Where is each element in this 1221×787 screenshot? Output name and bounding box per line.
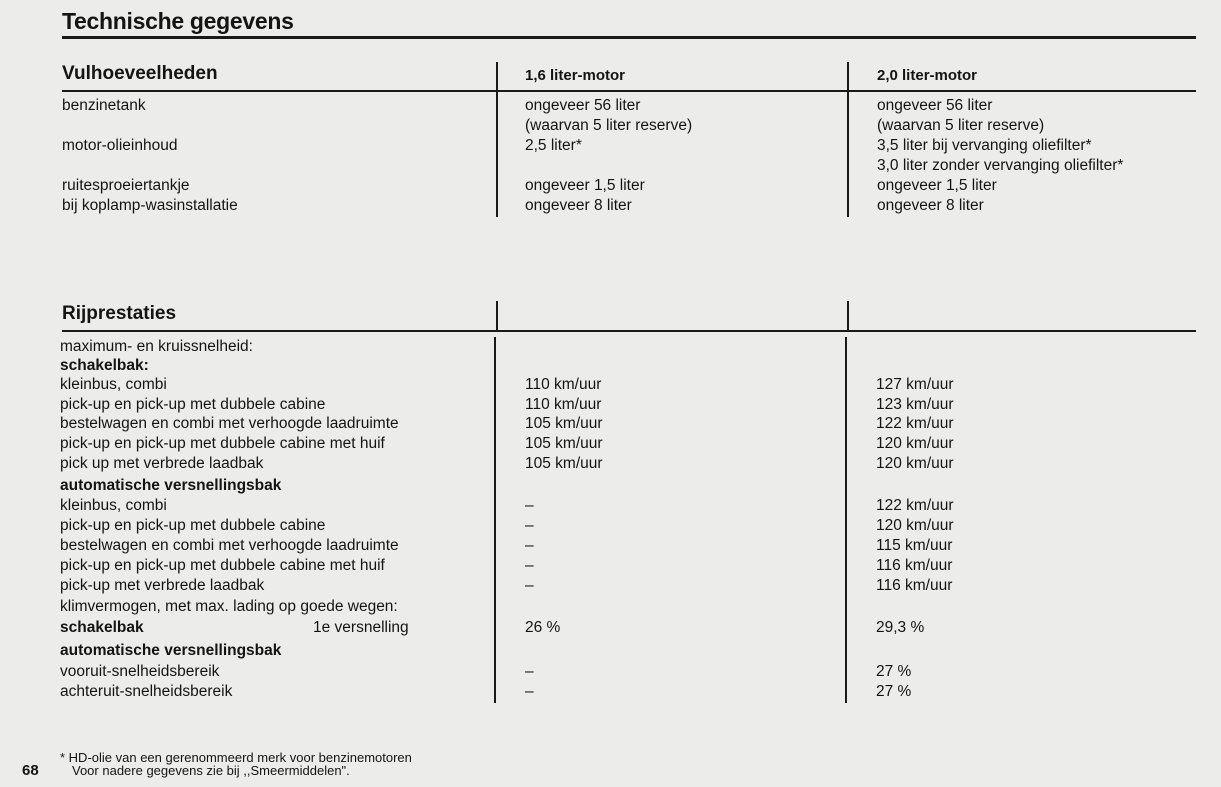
row-label: bij koplamp-wasinstallatie	[62, 197, 238, 214]
row-label: automatische versnellingsbak	[60, 642, 282, 659]
row-value-20: 115 km/uur	[876, 537, 953, 554]
row-label: pick up met verbrede laadbak	[60, 455, 264, 472]
row-label: schakelbak	[60, 619, 144, 636]
row-value-16: –	[525, 663, 534, 680]
row-value-16: 105 km/uur	[525, 435, 603, 452]
column-divider	[845, 337, 847, 703]
row-value-20: 127 km/uur	[876, 376, 954, 393]
row-value-20: 120 km/uur	[876, 455, 954, 472]
column-header-16-liter: 1,6 liter-motor	[525, 67, 626, 84]
row-value-16: 110 km/uur	[525, 376, 602, 393]
row-label: bestelwagen en combi met verhoogde laadruimte	[60, 537, 399, 554]
row-value-20: 116 km/uur	[876, 577, 953, 594]
row-label: pick-up en pick-up met dubbele cabine	[60, 396, 326, 413]
row-sublabel: 1e versnelling	[313, 619, 409, 636]
row-value-20: 27 %	[876, 683, 912, 700]
row-value-16: –	[525, 557, 534, 574]
section-rule-rijprestaties	[62, 330, 1196, 332]
footnote	[60, 751, 412, 777]
row-value-20: ongeveer 1,5 liter	[877, 177, 997, 194]
page-title: Technische gegevens	[62, 8, 294, 34]
row-value-20: ongeveer 8 liter	[877, 197, 984, 214]
row-label: pick-up met verbrede laadbak	[60, 577, 265, 594]
row-value-20: 116 km/uur	[876, 557, 953, 574]
row-value-20: 120 km/uur	[876, 517, 954, 534]
row-label: schakelbak:	[60, 357, 149, 374]
row-value-16: –	[525, 683, 534, 700]
column-divider	[494, 337, 496, 703]
section-title-rijprestaties: Rijprestaties	[62, 303, 177, 324]
row-value-16: ongeveer 1,5 liter	[525, 177, 645, 194]
column-divider	[496, 301, 498, 331]
row-label: vooruit-snelheidsbereik	[60, 663, 220, 680]
row-value-20: 3,5 liter bij vervanging oliefilter*	[877, 137, 1092, 154]
title-rule	[62, 36, 1196, 39]
column-divider	[847, 301, 849, 331]
row-value-20: 29,3 %	[876, 619, 925, 636]
column-header-20-liter: 2,0 liter-motor	[877, 67, 978, 84]
column-divider	[847, 62, 849, 217]
page-number: 68	[22, 762, 39, 779]
row-label: kleinbus, combi	[60, 497, 167, 514]
row-label: automatische versnellingsbak	[60, 477, 282, 494]
row-value-20: 123 km/uur	[876, 396, 954, 413]
row-label: ruitesproeiertankje	[62, 177, 190, 194]
row-value-20: 122 km/uur	[876, 497, 954, 514]
row-label: kleinbus, combi	[60, 376, 167, 393]
row-value-20: 120 km/uur	[876, 435, 954, 452]
row-value-20: (waarvan 5 liter reserve)	[877, 117, 1045, 134]
row-value-16: –	[525, 497, 534, 514]
row-label: pick-up en pick-up met dubbele cabine met huif	[60, 557, 385, 574]
row-value-16: ongeveer 8 liter	[525, 197, 632, 214]
row-value-16: 105 km/uur	[525, 415, 603, 432]
row-value-16: –	[525, 537, 534, 554]
row-value-16: 2,5 liter*	[525, 137, 582, 154]
row-label: klimvermogen, met max. lading op goede wegen:	[60, 598, 398, 615]
row-label: maximum- en kruissnelheid:	[60, 338, 253, 355]
row-value-16: (waarvan 5 liter reserve)	[525, 117, 693, 134]
footnote-line-1: * HD-olie van een gerenommeerd merk voor benzinemotoren	[60, 750, 412, 765]
row-value-16: 105 km/uur	[525, 455, 603, 472]
section-title-vulhoeveelheden: Vulhoeveelheden	[62, 63, 218, 84]
section-rule-vulhoeveelheden	[62, 90, 1196, 92]
row-label: bestelwagen en combi met verhoogde laadruimte	[60, 415, 399, 432]
row-label: pick-up en pick-up met dubbele cabine	[60, 517, 326, 534]
row-value-16: 110 km/uur	[525, 396, 602, 413]
footnote-line-2: Voor nadere gegevens zie bij ,,Smeermiddelen".	[72, 763, 350, 778]
row-value-16: ongeveer 56 liter	[525, 97, 641, 114]
row-value-20: 3,0 liter zonder vervanging oliefilter*	[877, 157, 1124, 174]
row-value-16: –	[525, 517, 534, 534]
row-label: motor-olieinhoud	[62, 137, 178, 154]
row-value-20: 122 km/uur	[876, 415, 954, 432]
column-divider	[496, 62, 498, 217]
row-value-16: –	[525, 577, 534, 594]
row-value-20: 27 %	[876, 663, 912, 680]
row-value-20: ongeveer 56 liter	[877, 97, 993, 114]
row-label: benzinetank	[62, 97, 146, 114]
row-label: pick-up en pick-up met dubbele cabine met huif	[60, 435, 385, 452]
row-label: achteruit-snelheidsbereik	[60, 683, 233, 700]
row-value-16: 26 %	[525, 619, 561, 636]
